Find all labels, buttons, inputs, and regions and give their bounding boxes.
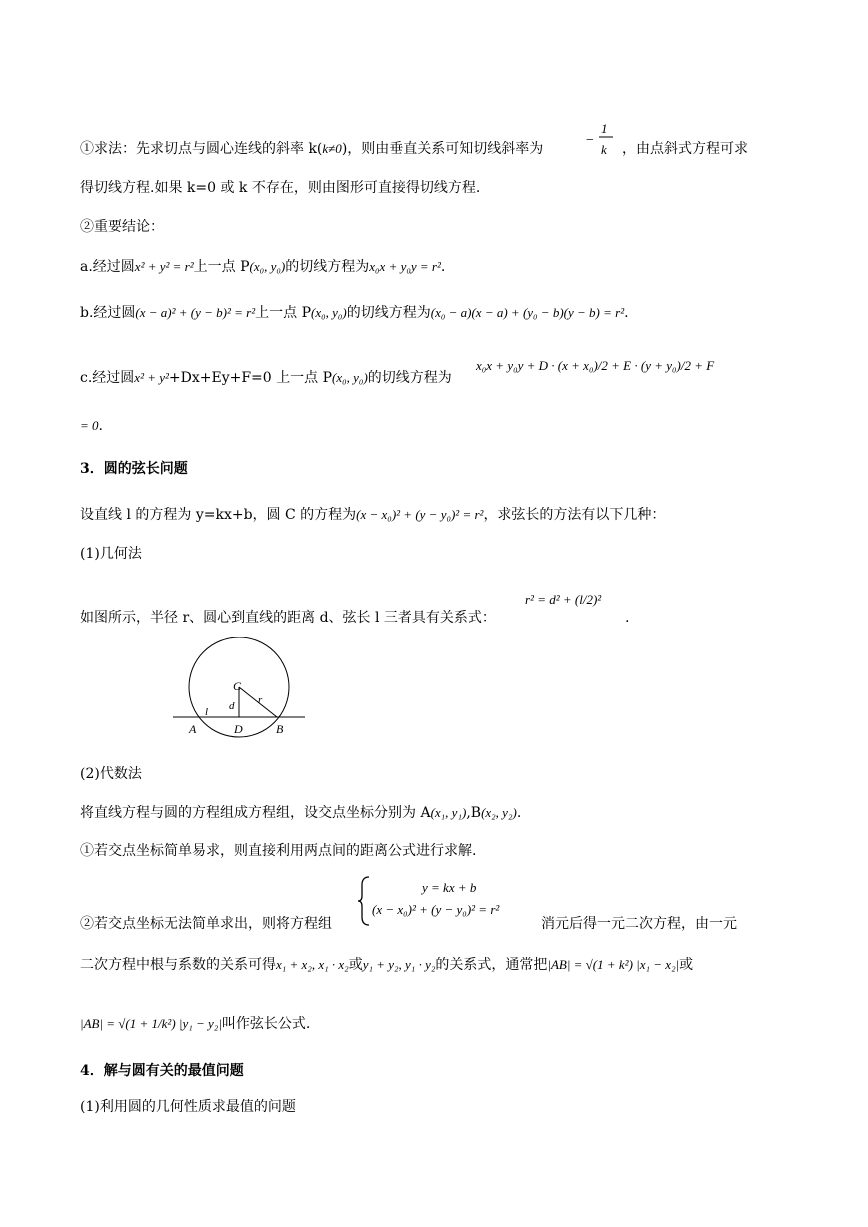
text: 上一点 P [193,259,250,275]
tangent-method-line2: 得切线方程.如果 k=0 或 k 不存在，则由图形可直接得切线方程. [80,180,481,196]
point-c: (x₀, y₀) [332,370,368,385]
label-b: B [276,722,284,736]
text: 二次方程中根与系数的关系可得 [80,957,276,973]
eq-zero: = 0 [80,418,99,433]
label-l: l [205,706,209,718]
system-line1: y = kx + b [422,880,477,895]
numerator-1: 1 [601,122,608,136]
tangent-eq-b: (x₀ − a)(x − a) + (y₀ − b)(y − b) = r² [430,305,625,320]
circle-eq-c: x² + y² [134,370,169,385]
chord-figure [170,637,310,742]
minus-sign: − [585,133,595,148]
conclusion-a [80,259,445,276]
tangent-eq-c: x₀x + y₀y + D · (x + x₀)/2 + E · (y + y₀)/2 + F [476,358,715,373]
system-line2: (x − x₀)² + (y − y₀)² = r² [372,902,500,917]
neg-reciprocal-svg [583,122,623,162]
text: 的关系式，通常把 [435,957,548,973]
sum-product-y: y₁ + y₂, y₁ · y₂ [362,957,436,972]
sum-product-x: x₁ + x₂, x₁ · x₂ [276,957,349,972]
point-a: (x₀, y₀) [249,259,286,274]
system-brace [357,875,373,927]
geo-title: (1)几何法 [80,546,142,562]
text: ①求法：先求切点与圆心连线的斜率 k( [80,141,323,157]
text: 或 [679,957,694,973]
text: 的切线方程为 [367,370,452,386]
text: ,B [466,805,482,821]
text: . [516,805,522,821]
text: a.经过圆 [80,259,135,275]
tangent-eq-a: x₀x + y₀y = r² [369,259,441,274]
text: . [98,418,103,434]
section3-intro [80,507,665,524]
point-b-coords: (x₂, y₂) [481,805,517,820]
text: 设直线 l 的方程为 y=kx+b，圆 C 的方程为 [80,507,357,523]
text: b.经过圆 [80,305,136,321]
neg-reciprocal-slope [583,122,623,168]
text: 或 [348,957,363,973]
point-b: (x₀, y₀) [311,305,347,320]
alg-item2-pre: ②若交点坐标无法简单求出，则将方程组 [80,916,332,932]
tangent-method-suffix: ，由点斜式方程可求 [622,141,748,157]
circle-eq-a: x² + y² = r² [134,259,194,274]
geo-end: . [625,610,630,626]
text: c.经过圆 [80,370,135,386]
alg-line3 [80,957,693,974]
alg-line4 [80,1016,310,1033]
conclusion-c [80,370,452,387]
brace-path [358,877,369,925]
text: 的切线方程为 [346,305,431,321]
text: . [624,305,629,321]
chord-formula-x: |AB| = √(1 + k²) |x₁ − x₂| [547,957,680,972]
k-nonzero: k≠0 [322,141,342,156]
label-c: C [233,679,242,693]
geo-text: 如图所示，半径 r、圆心到直线的距离 d、弦长 l 三者具有关系式： [80,610,496,626]
label-a: A [189,722,197,736]
section4-item1: (1)利用圆的几何性质求最值的问题 [80,1099,296,1115]
alg-item2-post: 消元后得一元二次方程，由一元 [541,916,737,932]
geo-formula: r² = d² + (l/2)² [525,592,602,607]
circle-eq-general: (x − x₀)² + (y − y₀)² = r² [356,507,484,522]
section4-title: 4．解与圆有关的最值问题 [80,1063,244,1079]
alg-item1: ①若交点坐标简单易求，则直接利用两点间的距离公式进行求解. [80,843,477,859]
label-r: r [258,694,263,706]
conclusion-c-cont [80,418,103,435]
section3-title: 3．圆的弦长问题 [80,461,188,477]
text: 将直线方程与圆的方程组成方程组，设交点坐标分别为 A [80,805,431,821]
alg-title: (2)代数法 [80,766,142,782]
text: 上一点 P [255,305,311,321]
text: )，则由垂直关系可知切线斜率为 [341,141,544,157]
text: 的切线方程为 [285,259,370,275]
tangent-method-line1 [80,141,543,158]
text: 叫作弦长公式. [221,1016,311,1032]
chord-formula-y: |AB| = √(1 + 1/k²) |y₁ − y₂| [80,1016,222,1031]
alg-text [80,805,521,822]
text: . [440,259,446,275]
conclusion-b [80,305,629,322]
text: ，求弦长的方法有以下几种： [483,507,666,523]
label-d: d [229,700,235,712]
point-a-coords: (x₁, y₁) [430,805,467,820]
text: +Dx+Ey+F=0 上一点 P [168,370,333,386]
conclusion-title: ②重要结论： [80,219,164,235]
denominator-k: k [601,142,607,157]
circle-eq-b: (x − a)² + (y − b)² = r² [135,305,256,320]
label-d-point: D [234,722,243,736]
